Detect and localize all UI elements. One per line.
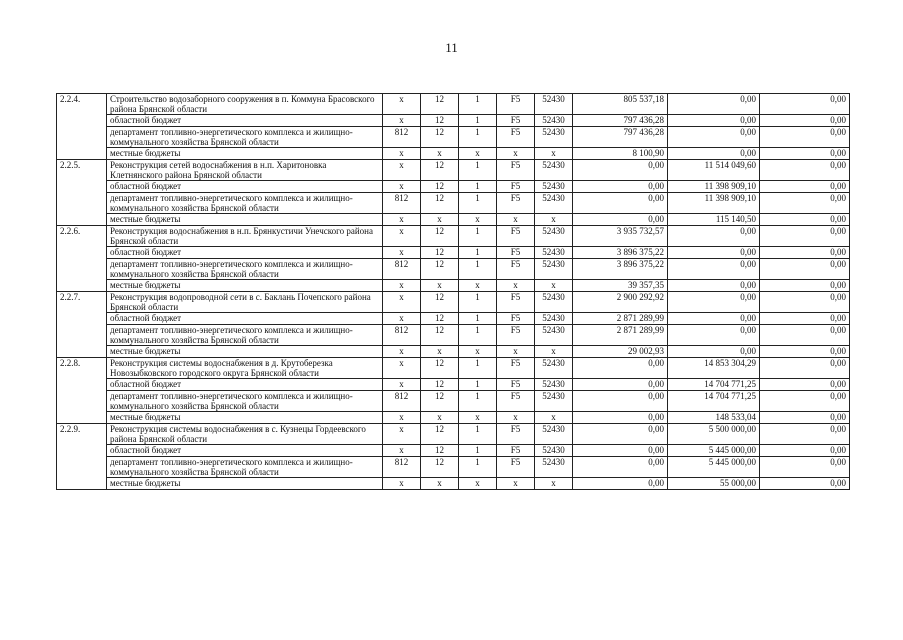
code-program: х <box>497 148 535 160</box>
table-row <box>57 193 850 214</box>
amount-year-1: 805 537,18 <box>573 94 668 115</box>
code-grbs: 812 <box>383 127 421 148</box>
amount-year-1: 0,00 <box>573 214 668 226</box>
code-target: 52430 <box>535 247 573 259</box>
table-row <box>57 346 850 358</box>
table-row <box>57 280 850 292</box>
item-number: 2.2.4. <box>57 94 107 160</box>
code-grbs: х <box>383 280 421 292</box>
amount-year-2: 115 140,50 <box>668 214 760 226</box>
code-section: 12 <box>421 181 459 193</box>
code-target: 52430 <box>535 94 573 115</box>
row-description: местные бюджеты <box>107 478 383 490</box>
code-target: 52430 <box>535 259 573 280</box>
amount-year-1: 0,00 <box>573 160 668 181</box>
code-subsection: х <box>459 346 497 358</box>
code-target: 52430 <box>535 193 573 214</box>
table-row <box>57 412 850 424</box>
code-grbs: х <box>383 424 421 445</box>
code-grbs: х <box>383 412 421 424</box>
code-grbs: х <box>383 379 421 391</box>
code-target: 52430 <box>535 445 573 457</box>
amount-year-1: 8 100,90 <box>573 148 668 160</box>
code-target: 52430 <box>535 379 573 391</box>
code-section: 12 <box>421 160 459 181</box>
amount-year-2: 0,00 <box>668 346 760 358</box>
code-subsection: 1 <box>459 226 497 247</box>
code-section: х <box>421 346 459 358</box>
table-row <box>57 457 850 478</box>
code-grbs: х <box>383 478 421 490</box>
amount-year-2: 11 514 049,60 <box>668 160 760 181</box>
amount-year-2: 0,00 <box>668 259 760 280</box>
amount-year-1: 0,00 <box>573 478 668 490</box>
table-row <box>57 148 850 160</box>
code-subsection: 1 <box>459 115 497 127</box>
amount-year-2: 5 445 000,00 <box>668 457 760 478</box>
page-number: 11 <box>445 40 458 55</box>
code-program: х <box>497 214 535 226</box>
amount-year-1: 3 896 375,22 <box>573 259 668 280</box>
amount-year-2: 148 533,04 <box>668 412 760 424</box>
amount-year-1: 0,00 <box>573 379 668 391</box>
amount-year-1: 0,00 <box>573 457 668 478</box>
code-subsection: 1 <box>459 391 497 412</box>
code-target: х <box>535 280 573 292</box>
table-row <box>57 226 850 247</box>
amount-year-3: 0,00 <box>760 325 850 346</box>
code-subsection: 1 <box>459 424 497 445</box>
code-target: 52430 <box>535 115 573 127</box>
item-number: 2.2.6. <box>57 226 107 292</box>
code-section: 12 <box>421 313 459 325</box>
row-description: департамент топливно-энергетического комплекса и жилищно-коммунального хозяйства Брянской области <box>107 259 383 280</box>
code-section: х <box>421 280 459 292</box>
row-description: Реконструкция водоснабжения в н.п. Брянкустичи Унечского района Брянской области <box>107 226 383 247</box>
amount-year-2: 14 704 771,25 <box>668 379 760 391</box>
amount-year-2: 55 000,00 <box>668 478 760 490</box>
table-row <box>57 127 850 148</box>
amount-year-1: 0,00 <box>573 424 668 445</box>
code-program: F5 <box>497 424 535 445</box>
table-row <box>57 358 850 379</box>
code-program: х <box>497 478 535 490</box>
row-description: Строительство водозаборного сооружения в п. Коммуна Брасовского района Брянской области <box>107 94 383 115</box>
code-section: 12 <box>421 292 459 313</box>
amount-year-2: 0,00 <box>668 325 760 346</box>
table-row <box>57 379 850 391</box>
code-grbs: х <box>383 115 421 127</box>
amount-year-2: 5 500 000,00 <box>668 424 760 445</box>
code-target: х <box>535 478 573 490</box>
code-target: 52430 <box>535 424 573 445</box>
amount-year-1: 29 002,93 <box>573 346 668 358</box>
code-grbs: х <box>383 148 421 160</box>
amount-year-3: 0,00 <box>760 160 850 181</box>
table-row <box>57 292 850 313</box>
code-program: х <box>497 280 535 292</box>
code-grbs: х <box>383 346 421 358</box>
code-section: 12 <box>421 445 459 457</box>
item-number: 2.2.9. <box>57 424 107 490</box>
row-description: местные бюджеты <box>107 280 383 292</box>
code-section: х <box>421 412 459 424</box>
amount-year-3: 0,00 <box>760 280 850 292</box>
row-description: местные бюджеты <box>107 346 383 358</box>
amount-year-1: 3 935 732,57 <box>573 226 668 247</box>
code-target: х <box>535 148 573 160</box>
row-description: областной бюджет <box>107 445 383 457</box>
code-grbs: х <box>383 358 421 379</box>
amount-year-3: 0,00 <box>760 292 850 313</box>
amount-year-2: 0,00 <box>668 115 760 127</box>
code-program: F5 <box>497 358 535 379</box>
row-description: департамент топливно-энергетического комплекса и жилищно-коммунального хозяйства Брянской области <box>107 391 383 412</box>
code-target: х <box>535 346 573 358</box>
code-target: 52430 <box>535 127 573 148</box>
amount-year-3: 0,00 <box>760 445 850 457</box>
code-subsection: 1 <box>459 325 497 346</box>
amount-year-3: 0,00 <box>760 148 850 160</box>
code-grbs: х <box>383 181 421 193</box>
code-target: 52430 <box>535 181 573 193</box>
amount-year-3: 0,00 <box>760 358 850 379</box>
code-grbs: х <box>383 160 421 181</box>
row-description: департамент топливно-энергетического комплекса и жилищно-коммунального хозяйства Брянской области <box>107 127 383 148</box>
amount-year-2: 0,00 <box>668 148 760 160</box>
code-program: F5 <box>497 127 535 148</box>
code-section: 12 <box>421 226 459 247</box>
table-row <box>57 247 850 259</box>
row-description: местные бюджеты <box>107 214 383 226</box>
code-subsection: 1 <box>459 445 497 457</box>
amount-year-2: 0,00 <box>668 313 760 325</box>
code-section: 12 <box>421 424 459 445</box>
code-program: х <box>497 412 535 424</box>
table-row <box>57 478 850 490</box>
table-row <box>57 160 850 181</box>
item-number: 2.2.5. <box>57 160 107 226</box>
amount-year-3: 0,00 <box>760 181 850 193</box>
table-row <box>57 313 850 325</box>
row-description: областной бюджет <box>107 313 383 325</box>
amount-year-3: 0,00 <box>760 346 850 358</box>
code-subsection: х <box>459 478 497 490</box>
table-row <box>57 445 850 457</box>
amount-year-2: 11 398 909,10 <box>668 193 760 214</box>
amount-year-1: 797 436,28 <box>573 115 668 127</box>
code-grbs: 812 <box>383 325 421 346</box>
item-number: 2.2.7. <box>57 292 107 358</box>
code-target: 52430 <box>535 160 573 181</box>
code-grbs: 812 <box>383 259 421 280</box>
code-target: 52430 <box>535 292 573 313</box>
amount-year-2: 14 853 304,29 <box>668 358 760 379</box>
code-program: F5 <box>497 445 535 457</box>
code-subsection: 1 <box>459 379 497 391</box>
code-subsection: 1 <box>459 127 497 148</box>
code-section: 12 <box>421 94 459 115</box>
row-description: Реконструкция сетей водоснабжения в н.п. Харитоновка Клетнянского района Брянской области <box>107 160 383 181</box>
code-program: F5 <box>497 115 535 127</box>
code-program: F5 <box>497 94 535 115</box>
amount-year-1: 39 357,35 <box>573 280 668 292</box>
amount-year-2: 0,00 <box>668 292 760 313</box>
code-grbs: 812 <box>383 391 421 412</box>
code-section: 12 <box>421 247 459 259</box>
amount-year-1: 0,00 <box>573 181 668 193</box>
code-program: F5 <box>497 457 535 478</box>
amount-year-2: 5 445 000,00 <box>668 445 760 457</box>
code-subsection: 1 <box>459 457 497 478</box>
code-subsection: 1 <box>459 181 497 193</box>
code-subsection: х <box>459 412 497 424</box>
row-description: департамент топливно-энергетического комплекса и жилищно-коммунального хозяйства Брянской области <box>107 193 383 214</box>
table-row <box>57 94 850 115</box>
code-grbs: х <box>383 292 421 313</box>
table-row <box>57 424 850 445</box>
code-subsection: 1 <box>459 94 497 115</box>
amount-year-1: 0,00 <box>573 193 668 214</box>
amount-year-1: 0,00 <box>573 445 668 457</box>
code-program: F5 <box>497 292 535 313</box>
amount-year-2: 14 704 771,25 <box>668 391 760 412</box>
row-description: департамент топливно-энергетического комплекса и жилищно-коммунального хозяйства Брянской области <box>107 457 383 478</box>
table-row <box>57 214 850 226</box>
row-description: Реконструкция системы водоснабжения в д. Крутоберезка Новозыбковского городского округа Брянской области <box>107 358 383 379</box>
row-description: Реконструкция водопроводной сети в с. Баклань Почепского района Брянской области <box>107 292 383 313</box>
amount-year-1: 2 871 289,99 <box>573 313 668 325</box>
code-grbs: 812 <box>383 457 421 478</box>
amount-year-3: 0,00 <box>760 94 850 115</box>
code-program: F5 <box>497 193 535 214</box>
code-program: F5 <box>497 325 535 346</box>
row-description: Реконструкция системы водоснабжения в с. Кузнецы Гордеевского района Брянской области <box>107 424 383 445</box>
code-target: 52430 <box>535 226 573 247</box>
code-section: 12 <box>421 259 459 280</box>
code-grbs: х <box>383 94 421 115</box>
code-section: 12 <box>421 127 459 148</box>
amount-year-1: 0,00 <box>573 391 668 412</box>
code-section: х <box>421 478 459 490</box>
code-program: F5 <box>497 259 535 280</box>
amount-year-3: 0,00 <box>760 379 850 391</box>
code-section: 12 <box>421 379 459 391</box>
code-subsection: х <box>459 280 497 292</box>
amount-year-3: 0,00 <box>760 193 850 214</box>
amount-year-3: 0,00 <box>760 259 850 280</box>
amount-year-3: 0,00 <box>760 247 850 259</box>
amount-year-3: 0,00 <box>760 115 850 127</box>
amount-year-3: 0,00 <box>760 457 850 478</box>
table-body <box>57 94 850 490</box>
table-row <box>57 259 850 280</box>
amount-year-1: 3 896 375,22 <box>573 247 668 259</box>
code-grbs: х <box>383 214 421 226</box>
amount-year-2: 0,00 <box>668 127 760 148</box>
code-subsection: 1 <box>459 358 497 379</box>
amount-year-2: 0,00 <box>668 226 760 247</box>
row-description: областной бюджет <box>107 181 383 193</box>
row-description: местные бюджеты <box>107 412 383 424</box>
code-grbs: х <box>383 226 421 247</box>
code-subsection: х <box>459 214 497 226</box>
code-subsection: 1 <box>459 292 497 313</box>
code-grbs: х <box>383 445 421 457</box>
code-grbs: х <box>383 247 421 259</box>
amount-year-3: 0,00 <box>760 424 850 445</box>
amount-year-3: 0,00 <box>760 127 850 148</box>
code-section: 12 <box>421 391 459 412</box>
amount-year-3: 0,00 <box>760 412 850 424</box>
code-program: F5 <box>497 226 535 247</box>
code-section: 12 <box>421 115 459 127</box>
code-section: х <box>421 214 459 226</box>
code-subsection: х <box>459 148 497 160</box>
code-program: F5 <box>497 391 535 412</box>
code-grbs: 812 <box>383 193 421 214</box>
code-subsection: 1 <box>459 247 497 259</box>
amount-year-3: 0,00 <box>760 391 850 412</box>
code-section: х <box>421 148 459 160</box>
code-subsection: 1 <box>459 193 497 214</box>
table-row <box>57 115 850 127</box>
amount-year-3: 0,00 <box>760 313 850 325</box>
amount-year-1: 0,00 <box>573 358 668 379</box>
code-target: 52430 <box>535 391 573 412</box>
row-description: областной бюджет <box>107 115 383 127</box>
amount-year-1: 2 900 292,92 <box>573 292 668 313</box>
code-target: 52430 <box>535 358 573 379</box>
code-section: 12 <box>421 358 459 379</box>
code-target: 52430 <box>535 313 573 325</box>
code-section: 12 <box>421 457 459 478</box>
code-section: 12 <box>421 325 459 346</box>
code-program: х <box>497 346 535 358</box>
code-subsection: 1 <box>459 313 497 325</box>
code-subsection: 1 <box>459 259 497 280</box>
amount-year-3: 0,00 <box>760 214 850 226</box>
row-description: местные бюджеты <box>107 148 383 160</box>
amount-year-2: 0,00 <box>668 247 760 259</box>
code-section: 12 <box>421 193 459 214</box>
code-target: 52430 <box>535 325 573 346</box>
amount-year-1: 2 871 289,99 <box>573 325 668 346</box>
row-description: областной бюджет <box>107 247 383 259</box>
table-row <box>57 181 850 193</box>
code-grbs: х <box>383 313 421 325</box>
code-target: 52430 <box>535 457 573 478</box>
row-description: областной бюджет <box>107 379 383 391</box>
amount-year-1: 0,00 <box>573 412 668 424</box>
code-subsection: 1 <box>459 160 497 181</box>
table-row <box>57 325 850 346</box>
code-program: F5 <box>497 181 535 193</box>
item-number: 2.2.8. <box>57 358 107 424</box>
table-row <box>57 391 850 412</box>
code-program: F5 <box>497 160 535 181</box>
amount-year-2: 0,00 <box>668 280 760 292</box>
amount-year-1: 797 436,28 <box>573 127 668 148</box>
code-target: х <box>535 214 573 226</box>
code-program: F5 <box>497 313 535 325</box>
code-program: F5 <box>497 247 535 259</box>
code-program: F5 <box>497 379 535 391</box>
code-target: х <box>535 412 573 424</box>
amount-year-3: 0,00 <box>760 478 850 490</box>
row-description: департамент топливно-энергетического комплекса и жилищно-коммунального хозяйства Брянской области <box>107 325 383 346</box>
amount-year-3: 0,00 <box>760 226 850 247</box>
amount-year-2: 11 398 909,10 <box>668 181 760 193</box>
amount-year-2: 0,00 <box>668 94 760 115</box>
budget-table <box>56 93 850 490</box>
